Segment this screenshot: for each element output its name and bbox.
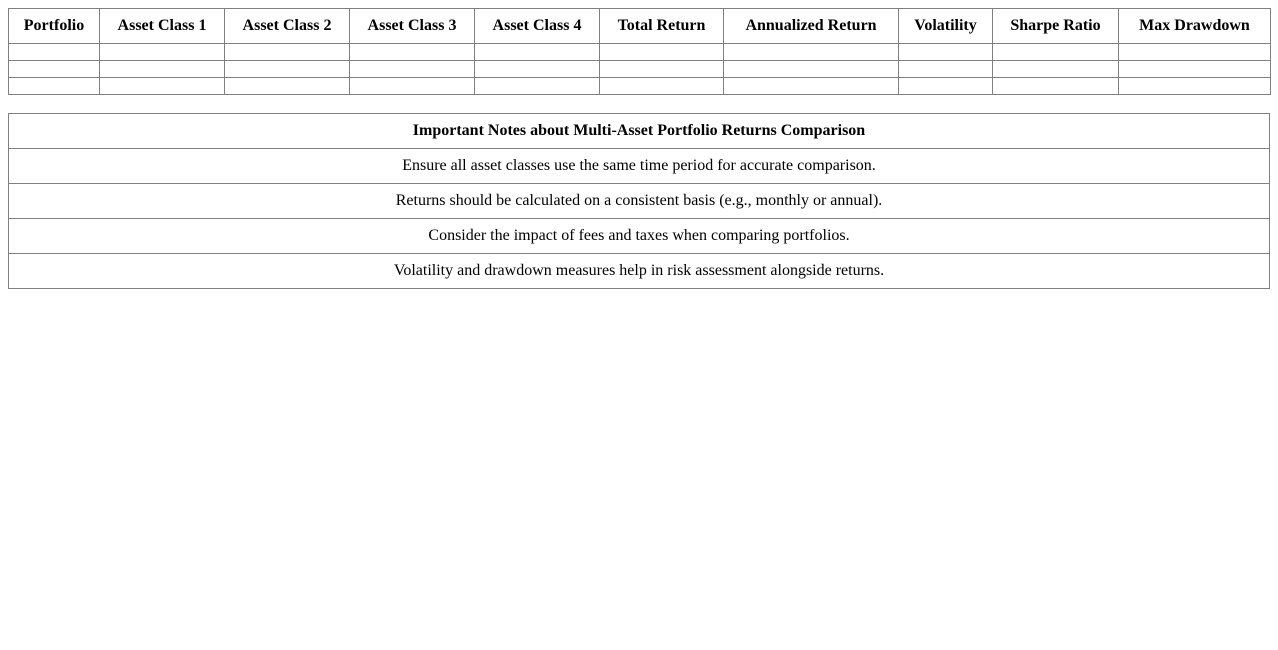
table-cell bbox=[993, 44, 1119, 61]
table-cell bbox=[993, 78, 1119, 95]
table-cell bbox=[724, 78, 899, 95]
header-asset-class-2: Asset Class 2 bbox=[225, 9, 350, 44]
table-cell bbox=[899, 78, 993, 95]
header-asset-class-3: Asset Class 3 bbox=[350, 9, 475, 44]
table-cell bbox=[475, 61, 600, 78]
portfolio-returns-table bbox=[8, 8, 1271, 95]
table-cell bbox=[9, 61, 100, 78]
table-row bbox=[9, 61, 1271, 78]
table-cell bbox=[1119, 44, 1271, 61]
table-cell bbox=[100, 61, 225, 78]
header-annualized-return: Annualized Return bbox=[724, 9, 899, 44]
header-asset-class-4: Asset Class 4 bbox=[475, 9, 600, 44]
table-cell bbox=[225, 44, 350, 61]
table-cell bbox=[724, 44, 899, 61]
note-text: Volatility and drawdown measures help in risk assessment alongside returns. bbox=[9, 254, 1270, 289]
header-sharpe-ratio: Sharpe Ratio bbox=[993, 9, 1119, 44]
note-row bbox=[9, 254, 1270, 289]
header-row bbox=[9, 9, 1271, 44]
table-cell bbox=[9, 78, 100, 95]
table-cell bbox=[600, 78, 724, 95]
table-cell bbox=[899, 44, 993, 61]
table-row bbox=[9, 78, 1271, 95]
header-portfolio: Portfolio bbox=[9, 9, 100, 44]
table-cell bbox=[1119, 61, 1271, 78]
note-text: Returns should be calculated on a consistent basis (e.g., monthly or annual). bbox=[9, 184, 1270, 219]
table-cell bbox=[600, 44, 724, 61]
table-cell bbox=[350, 78, 475, 95]
table-cell bbox=[475, 78, 600, 95]
note-row bbox=[9, 219, 1270, 254]
table-cell bbox=[100, 44, 225, 61]
table-cell bbox=[899, 61, 993, 78]
note-text: Ensure all asset classes use the same time period for accurate comparison. bbox=[9, 149, 1270, 184]
notes-header-row bbox=[9, 114, 1270, 149]
header-total-return: Total Return bbox=[600, 9, 724, 44]
header-asset-class-1: Asset Class 1 bbox=[100, 9, 225, 44]
table-cell bbox=[724, 61, 899, 78]
table-cell bbox=[1119, 78, 1271, 95]
table-cell bbox=[225, 61, 350, 78]
table-cell bbox=[600, 61, 724, 78]
header-max-drawdown: Max Drawdown bbox=[1119, 9, 1271, 44]
note-row bbox=[9, 149, 1270, 184]
table-row bbox=[9, 44, 1271, 61]
notes-table bbox=[8, 113, 1270, 289]
table-cell bbox=[9, 44, 100, 61]
table-cell bbox=[350, 44, 475, 61]
table-cell bbox=[100, 78, 225, 95]
table-cell bbox=[475, 44, 600, 61]
notes-title: Important Notes about Multi-Asset Portfolio Returns Comparison bbox=[9, 114, 1270, 149]
note-text: Consider the impact of fees and taxes when comparing portfolios. bbox=[9, 219, 1270, 254]
table-cell bbox=[350, 61, 475, 78]
header-volatility: Volatility bbox=[899, 9, 993, 44]
note-row bbox=[9, 184, 1270, 219]
table-cell bbox=[225, 78, 350, 95]
table-cell bbox=[993, 61, 1119, 78]
